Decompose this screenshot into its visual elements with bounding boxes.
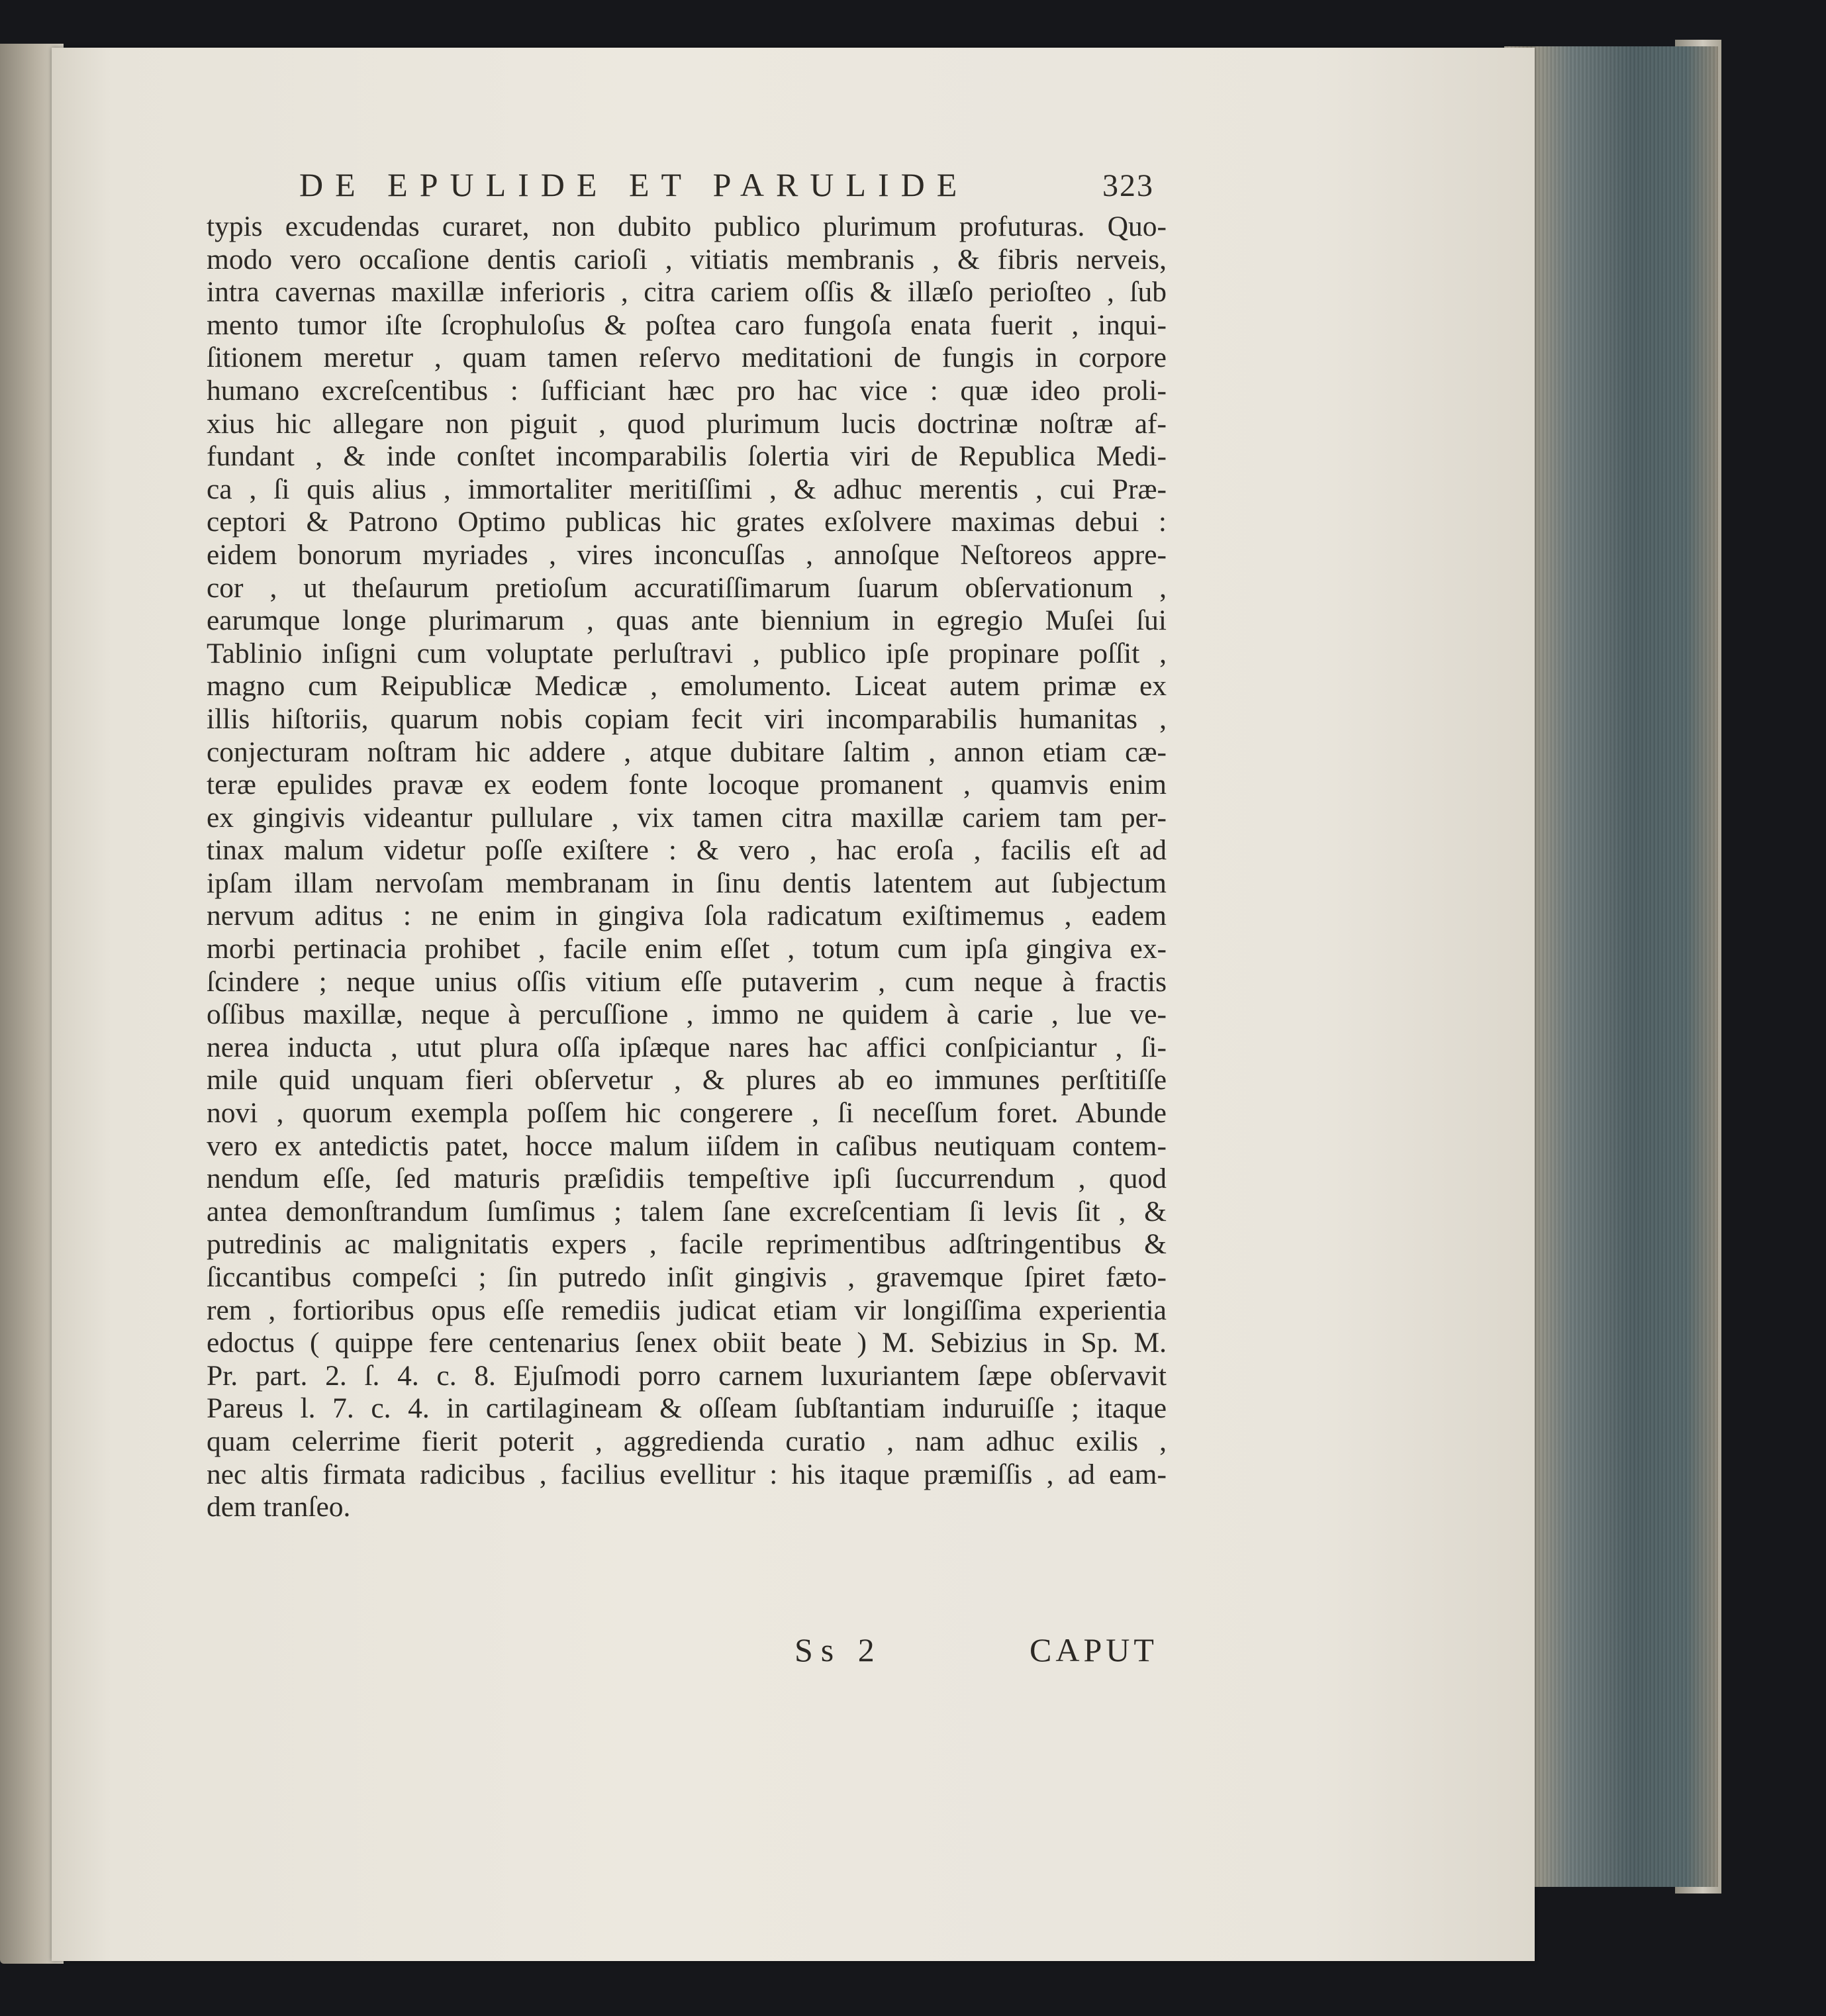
text-line: eidem bonorum myriades , vires inconcuſſas , annoſque Neſtoreos appre- xyxy=(207,538,1167,571)
text-line: dem tranſeo. xyxy=(207,1491,351,1523)
text-line: putredinis ac malignitatis expers , facile reprimentibus adſtringentibus & xyxy=(207,1228,1167,1261)
text-line: fundant , & inde conſtet incomparabilis ſolertia viri de Republica Medi- xyxy=(207,440,1167,473)
text-line: nec altis firmata radicibus , facilius evellitur : his itaque præmiſſis , ad eam- xyxy=(207,1458,1167,1490)
page-number: 323 xyxy=(1102,168,1154,203)
text-line: vero ex antedictis patet, hocce malum iiſdem in caſibus neutiquam contem- xyxy=(207,1129,1167,1162)
page-block-edge xyxy=(1504,46,1718,1887)
text-line: modo vero occaſione dentis carioſi , vitiatis membranis , & fibris nerveis, xyxy=(207,243,1167,275)
text-line: nerea inducta , utut plura oſſa ipſæque nares hac affici conſpiciantur , ſi- xyxy=(207,1031,1167,1063)
text-line: Pr. part. 2. ſ. 4. c. 8. Ejuſmodi porro carnem luxuriantem ſæpe obſervavit xyxy=(207,1359,1167,1392)
text-line: nervum aditus : ne enim in gingiva ſola radicatum exiſtimemus , eadem xyxy=(207,900,1167,932)
text-line: quam celerrime fierit poterit , aggredienda curatio , nam adhuc exilis , xyxy=(207,1425,1167,1457)
text-line: Tablinio inſigni cum voluptate perluſtravi , publico ipſe propinare poſſit , xyxy=(207,637,1167,669)
text-line: ceptori & Patrono Optimo publicas hic grates exſolvere maximas debui : xyxy=(207,506,1167,538)
text-line: edoctus ( quippe fere centenarius ſenex obiit beate ) M. Sebizius in Sp. M. xyxy=(207,1327,1167,1359)
text-line: rem , fortioribus opus eſſe remediis judicat etiam vir longiſſima experientia xyxy=(207,1294,1167,1326)
text-line: earumque longe plurimarum , quas ante biennium in egregio Muſei ſui xyxy=(207,604,1167,637)
text-line: ex gingivis videantur pullulare , vix tamen citra maxillæ cariem tam per- xyxy=(207,801,1167,834)
text-line: nendum eſſe, ſed maturis præſidiis tempeſtive ipſi ſuccurrendum , quod xyxy=(207,1163,1167,1195)
text-line: Pareus l. 7. c. 4. in cartilagineam & oſſeam ſubſtantiam induruiſſe ; itaque xyxy=(207,1392,1167,1425)
text-line: intra cavernas maxillæ inferioris , citra cariem oſſis & illæſo perioſteo , ſub xyxy=(207,276,1167,309)
text-line: ſitionem meretur , quam tamen reſervo meditationi de fungis in corpore xyxy=(207,342,1167,374)
body-text xyxy=(207,211,1167,1524)
text-line: ſcindere ; neque unius oſſis vitium eſſe putaverim , cum neque à fractis xyxy=(207,965,1167,998)
text-line: antea demonſtrandum ſumſimus ; talem ſane excreſcentiam ſi levis ſit , & xyxy=(207,1195,1167,1227)
text-line: oſſibus maxillæ, neque à percuſſione , immo ne quidem à carie , lue ve- xyxy=(207,998,1167,1031)
text-line: cor , ut theſaurum pretioſum accuratiſſimarum ſuarum obſervationum , xyxy=(207,571,1167,604)
text-line: tinax malum videtur poſſe exiſtere : & vero , hac eroſa , facilis eſt ad xyxy=(207,834,1167,867)
text-line: ſiccantibus compeſci ; ſin putredo inſit gingivis , gravemque ſpiret fæto- xyxy=(207,1261,1167,1293)
text-line: humano excreſcentibus : ſufficiant hæc pro hac vice : quæ ideo proli- xyxy=(207,374,1167,407)
text-line: morbi pertinacia prohibet , facile enim eſſet , totum cum ipſa gingiva ex- xyxy=(207,933,1167,965)
text-line: illis hiſtoriis, quarum nobis copiam fecit viri incomparabilis humanitas , xyxy=(207,702,1167,735)
text-line: magno cum Reipublicæ Medicæ , emolumento. Liceat autem primæ ex xyxy=(207,670,1167,702)
text-line: mento tumor iſte ſcrophuloſus & poſtea caro fungoſa enata fuerit , inqui- xyxy=(207,309,1167,341)
text-line: mile quid unquam fieri obſervetur , & plures ab eo immunes perſtitiſſe xyxy=(207,1064,1167,1096)
text-line: ca , ſi quis alius , immortaliter meritiſſimi , & adhuc merentis , cui Præ- xyxy=(207,473,1167,505)
text-line: novi , quorum exempla poſſem hic congerere , ſi neceſſum foret. Abunde xyxy=(207,1097,1167,1129)
text-line: ipſam illam nervoſam membranam in ſinu dentis latentem aut ſubjectum xyxy=(207,867,1167,899)
running-title: DE EPULIDE ET PARULIDE xyxy=(299,166,969,203)
catchword: CAPUT xyxy=(1030,1631,1158,1668)
text-line: typis excudendas curaret, non dubito publico plurimum profuturas. Quo- xyxy=(207,211,1167,242)
text-line: xius hic allegare non piguit , quod plurimum lucis doctrinæ noſtræ af- xyxy=(207,407,1167,440)
text-line: teræ epulides pravæ ex eodem fonte locoque promanent , quamvis enim xyxy=(207,769,1167,801)
text-line: conjecturam noſtram hic addere , atque dubitare ſaltim , annon etiam cæ- xyxy=(207,736,1167,768)
signature-mark: Ss 2 xyxy=(794,1631,883,1668)
